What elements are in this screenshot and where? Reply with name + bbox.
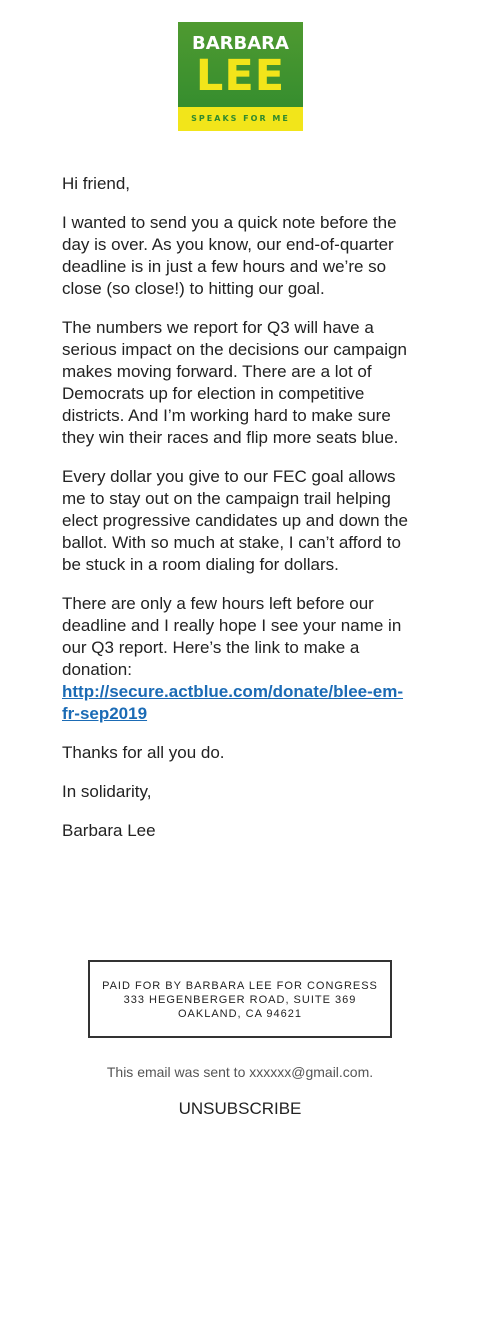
address-line-2: OAKLAND, CA 94621 xyxy=(177,1008,302,1020)
body-paragraph: Every dollar you give to our FEC goal allows me to stay out on the campaign trail helping elect progressive candidates up and down the ballot. With so much at stake, I can’t afford to be stuck in a room dialing for dollars. xyxy=(62,467,408,574)
sent-to-notice: This email was sent to xxxxxx@gmail.com. xyxy=(106,1064,374,1080)
address-line-1: 333 HEGENBERGER ROAD, SUITE 369 xyxy=(123,994,357,1006)
thanks-line: Thanks for all you do. xyxy=(62,743,225,762)
barbara-lee-logo xyxy=(178,22,303,131)
closing-line: In solidarity, xyxy=(62,782,152,801)
greeting: Hi friend, xyxy=(62,174,131,193)
signature: Barbara Lee xyxy=(62,821,156,840)
logo-name-first: BARBARA xyxy=(192,33,289,54)
logo-tagline: SPEAKS FOR ME xyxy=(178,107,303,131)
donation-paragraph xyxy=(62,593,418,725)
donation-text: There are only a few hours left before our deadline and I really hope I see your name in our Q3 report. Here’s the link to make a donation: xyxy=(62,594,402,679)
body-paragraph: I wanted to send you a quick note before the day is over. As you know, our end-of-quarter deadline is in just a few hours and we’re so close (so close!) to hitting our goal. xyxy=(62,213,397,298)
donation-link[interactable]: http://secure.actblue.com/donate/blee-em-fr-sep2019 xyxy=(62,682,404,723)
paid-for-disclaimer xyxy=(88,960,392,1038)
body-paragraph: The numbers we report for Q3 will have a serious impact on the decisions our campaign makes moving forward. There are a lot of Democrats up for election in competitive districts. And I’m working hard to make sure they win their races and flip more seats blue. xyxy=(62,318,407,447)
paid-for-line: PAID FOR BY BARBARA LEE FOR CONGRESS xyxy=(102,980,378,992)
logo-name-last: LEE xyxy=(195,51,286,101)
email-body xyxy=(62,173,418,859)
unsubscribe-link[interactable]: UNSUBSCRIBE xyxy=(178,1099,302,1118)
